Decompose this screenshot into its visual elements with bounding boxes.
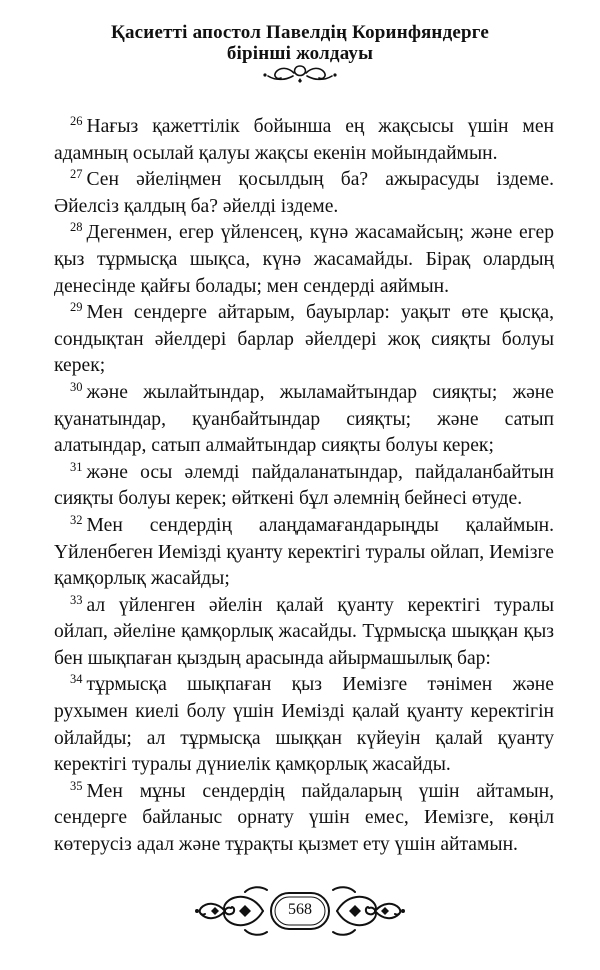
verse xyxy=(54,220,554,300)
verse-number: 28 xyxy=(70,220,83,235)
page-number: 568 xyxy=(288,901,312,918)
verse-number: 27 xyxy=(70,167,83,182)
verse-text: және жылайтындар, жыламайтындар сияқты; және қуанатындар, қуанбайтындар сияқты; және сатып алатындар, сатып алмайтындар сияқты болуы керек; xyxy=(54,381,554,457)
verse-number: 34 xyxy=(70,672,83,687)
running-header xyxy=(0,22,600,64)
verse xyxy=(54,779,554,859)
verse-text: Мен сендердің алаңдамағандарыңды қалаймын. Үйленбеген Иемізді қуанту керектігі туралы ойлап, Иемізге қамқорлық жасайды; xyxy=(54,514,554,590)
header-title-line-2: бірінші жолдауы xyxy=(226,43,374,64)
verse-text: Нағыз қажеттілік бойынша ең жақсысы үшін мен адамның осылай қалуы жақсы екенін мойындаймын. xyxy=(54,116,554,164)
verse-text: Дегенмен, егер үйленсең, күнә жасамайсың; және егер қыз тұрмысқа шықса, күнә жасамайды. Бірақ олардың денесінде қайғы болады; мен сендерді аяймын. xyxy=(54,222,554,297)
verse-number: 35 xyxy=(70,778,83,793)
verse-number: 33 xyxy=(70,592,83,607)
verse-text: ал үйленген әйелін қалай қуанту керектігі туралы ойлап, әйеліне қамқорлық жасайды. Тұрмысқа шыққан қыз бен шықпаған қыздың арасында айырмашылық бар: xyxy=(54,594,554,669)
verse-text: Мен сендерге айтарым, бауырлар: уақыт өте қысқа, сондықтан әйелдері барлар әйелдері жоқ сияқты болуы керек; xyxy=(54,302,554,377)
verse-text: Мен мұны сендердің пайдаларың үшін айтамын, сендерге байланыс орнату үшін емес, Иемізге, көңіл көтерусіз адал және тұрақты қызмет ету үшін айтамын. xyxy=(54,780,554,856)
verse xyxy=(54,114,554,167)
verse xyxy=(54,460,554,513)
body-text xyxy=(54,114,554,859)
verse xyxy=(54,513,554,593)
verse-number: 31 xyxy=(70,459,83,474)
verse xyxy=(54,593,554,673)
verse-number: 32 xyxy=(70,512,83,527)
verse xyxy=(54,167,554,220)
verse xyxy=(54,300,554,380)
verse-number: 29 xyxy=(70,300,83,315)
verse-text: тұрмысқа шықпаған қыз Иемізге тәнімен және рухымен киелі болу үшін Иемізді қалай қуанту керектігін ойлайды; ал тұрмысқа шыққан күйеуін қалай қуанту керектігі туралы дүниелік қамқорлық жасайды. xyxy=(54,674,554,776)
verse-number: 30 xyxy=(70,379,83,394)
header-ornament-icon xyxy=(260,62,340,84)
verse-number: 26 xyxy=(70,114,83,128)
verse-text: Сен әйеліңмен қосылдың ба? ажырасуды іздеме. Әйелсіз қалдың ба? әйелді іздеме. xyxy=(54,169,554,217)
header-title-line-1: Қасиетті апостол Павелдің Коринфяндерге xyxy=(110,22,489,43)
verse xyxy=(54,672,554,778)
verse xyxy=(54,380,554,460)
verse-text: және осы әлемді пайдаланатындар, пайдаланбайтын сияқты болуы керек; өйткені бұл әлемнің бейнесі өтуде. xyxy=(54,461,554,510)
